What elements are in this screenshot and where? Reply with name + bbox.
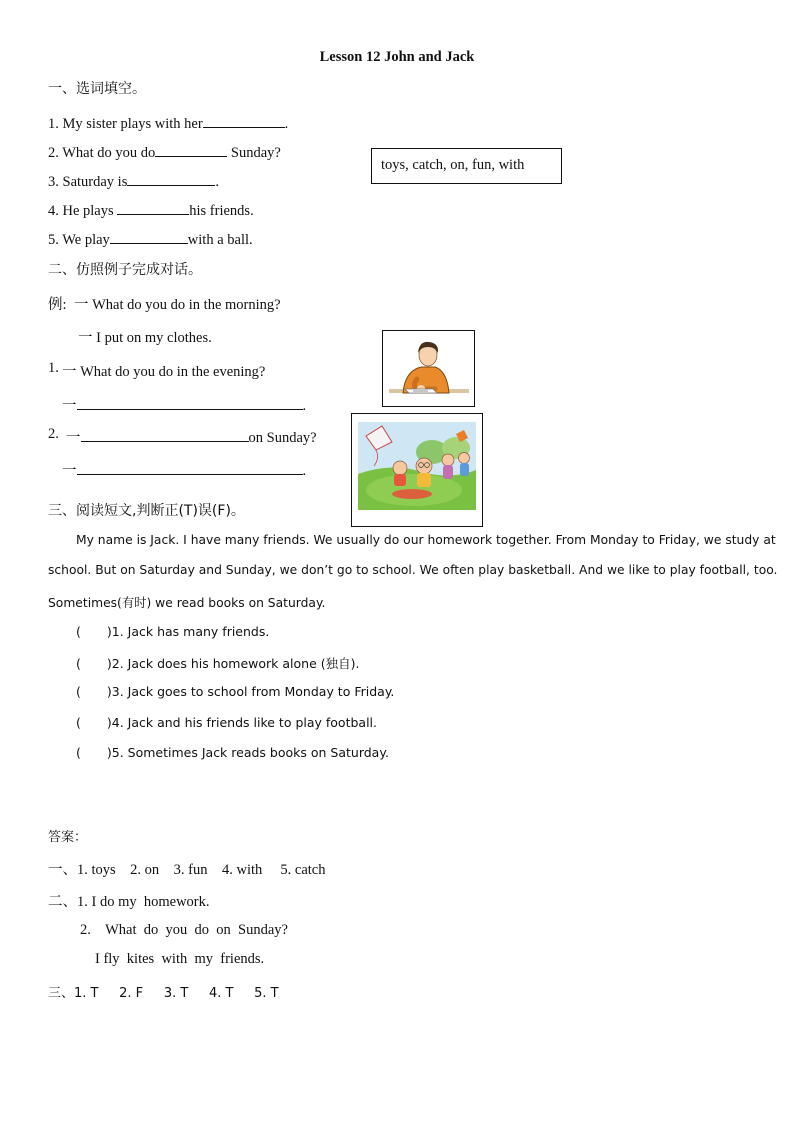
word-bank-box xyxy=(371,148,562,184)
answer-paren[interactable]: ( xyxy=(76,684,81,699)
question-text: 2. What do you do xyxy=(48,145,156,161)
answer-paren[interactable]: ( xyxy=(76,745,81,760)
word-bank-text: toys, catch, on, fun, with xyxy=(381,157,525,173)
question-text-end: . xyxy=(284,116,289,132)
question-text-end: his friends. xyxy=(189,203,254,219)
question-suffix: on Sunday? xyxy=(248,430,317,446)
answer-blank[interactable] xyxy=(117,200,189,215)
passage-line-3: Sometimes(有时) we read books on Saturday. xyxy=(48,596,326,610)
item-text: )2. Jack does his homework alone (独自). xyxy=(106,656,360,671)
answer-blank[interactable] xyxy=(77,460,303,475)
kids-park-illustration xyxy=(352,414,482,526)
park-picture xyxy=(351,413,483,527)
man-writing-illustration xyxy=(383,331,474,406)
dash: 一 xyxy=(62,398,77,414)
answers-heading: 答案： xyxy=(48,830,88,845)
question-1-3 xyxy=(48,171,219,191)
answer-blank[interactable] xyxy=(155,142,227,157)
dialog-1-answer-line xyxy=(62,394,306,415)
judge-item-2 xyxy=(76,654,360,672)
writing-picture xyxy=(382,330,475,407)
item-text: )3. Jack goes to school from Monday to Friday. xyxy=(106,684,395,699)
question-1-4 xyxy=(48,200,254,220)
section-3-heading: 三、阅读短文,判断正(T)误(F)。 xyxy=(48,503,245,519)
judge-item-3 xyxy=(76,684,394,699)
question-blank[interactable] xyxy=(81,427,249,442)
example-question: 一 What do you do in the morning? xyxy=(74,297,281,313)
question-text: 4. He plays xyxy=(48,203,118,219)
dialog-1-label: 1. xyxy=(48,360,59,376)
question-1-5 xyxy=(48,229,253,249)
dialog-2-question-line xyxy=(66,426,317,447)
example-label: 例: xyxy=(48,297,67,313)
dash: 一 xyxy=(62,463,77,479)
question-text-end: Sunday? xyxy=(227,145,281,161)
answers-line-3: 2. What do you do on Sunday? xyxy=(80,922,288,938)
dialog-1-question: 一 What do you do in the evening? xyxy=(62,364,266,380)
item-text: )4. Jack and his friends like to play football. xyxy=(106,715,377,730)
question-text-end: with a ball. xyxy=(187,232,253,248)
judge-item-4 xyxy=(76,715,377,730)
answer-paren[interactable]: ( xyxy=(76,656,81,671)
period: . xyxy=(302,463,307,479)
judge-item-5 xyxy=(76,745,389,760)
judge-item-1 xyxy=(76,624,269,639)
answer-paren[interactable]: ( xyxy=(76,715,81,730)
question-text: 5. We play xyxy=(48,232,110,248)
page-title: Lesson 12 John and Jack xyxy=(319,49,475,65)
section-1-heading: 一、选词填空。 xyxy=(48,81,146,97)
answers-line-5: 三、1. T 2. F 3. T 4. T 5. T xyxy=(48,986,279,1001)
answer-blank[interactable] xyxy=(77,395,303,410)
question-text-end: . xyxy=(215,174,219,190)
dash: 一 xyxy=(66,430,81,446)
answers-line-4: I fly kites with my friends. xyxy=(95,951,265,967)
question-text: 1. My sister plays with her xyxy=(48,116,203,132)
item-text: )5. Sometimes Jack reads books on Saturday. xyxy=(106,745,389,760)
answers-line-1: 一、1. toys 2. on 3. fun 4. with 5. catch xyxy=(48,862,326,878)
passage-line-2: school. But on Saturday and Sunday, we don’t go to school. We often play basketball. And we like to play football, too. xyxy=(48,563,778,577)
item-text: )1. Jack has many friends. xyxy=(106,624,270,639)
question-1-2 xyxy=(48,142,281,162)
dialog-2-answer-line xyxy=(62,459,306,480)
answer-paren[interactable]: ( xyxy=(76,624,81,639)
answer-blank[interactable] xyxy=(203,113,285,128)
question-text: 3. Saturday is xyxy=(48,174,128,190)
answer-blank[interactable] xyxy=(110,229,188,244)
answer-blank[interactable] xyxy=(127,171,215,186)
example-answer: 一 I put on my clothes. xyxy=(78,330,212,346)
passage-line-1: My name is Jack. I have many friends. We usually do our homework together. From Monday to Friday, we study at xyxy=(76,533,776,547)
answers-line-2: 二、1. I do my homework. xyxy=(48,894,210,910)
question-1-1 xyxy=(48,113,288,133)
dialog-2-label: 2. xyxy=(48,426,59,442)
period: . xyxy=(302,398,307,414)
section-2-heading: 二、仿照例子完成对话。 xyxy=(48,262,202,278)
